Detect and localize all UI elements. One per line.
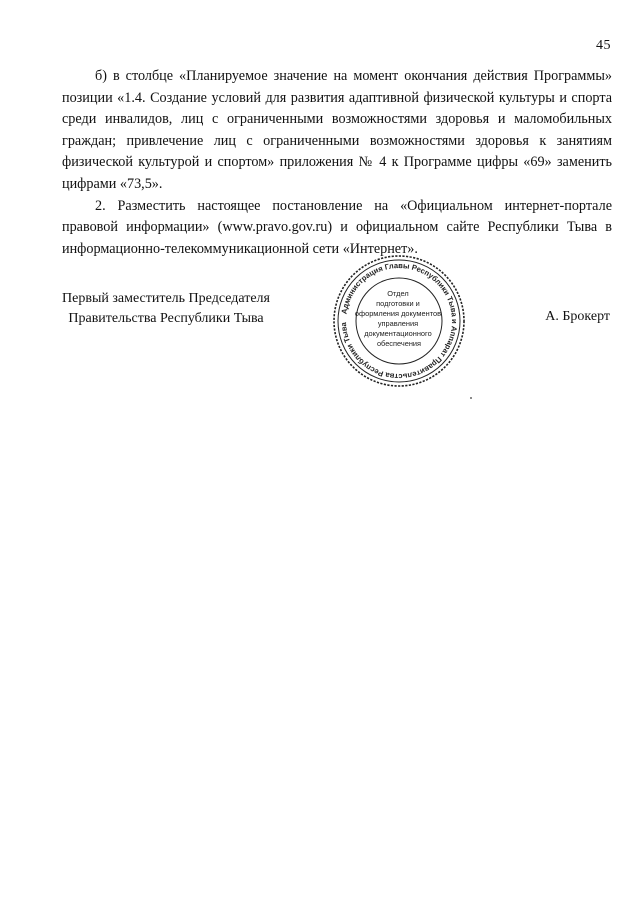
paragraph-item-2: 2. Разместить настоящее постановление на «Официальном интернет-портале правовой информации» (www.pravo.gov.ru) и официальном сайте Республики Тыва в информационно-телекоммуникационной сети «Интернет». — [62, 197, 612, 257]
seal-ring-text: Администрация Главы Республики Тыва и Аппарат Правительства Республики Тыва — [338, 260, 460, 382]
page-number: 45 — [596, 38, 611, 53]
scan-speck — [470, 397, 472, 399]
signer-position — [60, 289, 272, 329]
signer-position-line-2: Правительства Республики Тыва — [68, 311, 264, 326]
paragraph-item-b: б) в столбце «Планируемое значение на момент окончания действия Программы» позиции «1.4. Создание условий для развития адаптивной физической культуры и спорта среди инвалидов, лиц с ограниченными возможностями здоровья и маломобильных граждан; привлечение лиц с ограниченными возможностями здоровья к занятиям физической культурой и спортом» приложения № 4 к Программе цифры «69» заменить цифрами «73,5». — [62, 68, 612, 192]
signer-position-line-1: Первый заместитель Председателя — [62, 291, 270, 306]
official-seal-stamp — [318, 252, 480, 390]
signer-name: А. Брокерт — [545, 309, 610, 324]
document-body — [62, 66, 612, 260]
seal-inner-text: Отдел подготовки и оформления документов управления документационного обеспечения — [354, 289, 442, 348]
